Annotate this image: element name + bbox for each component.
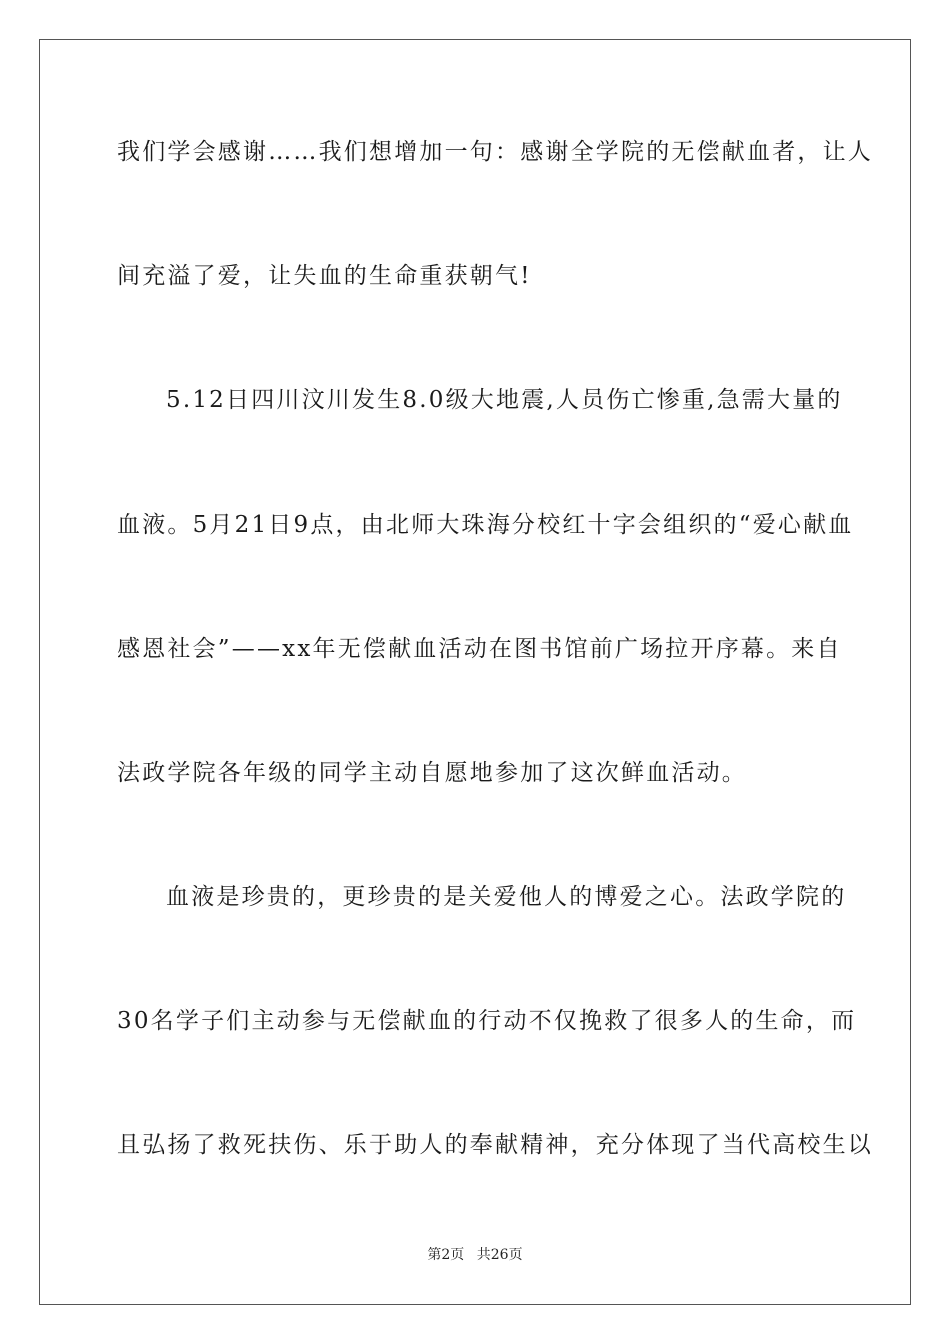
text-line: 30名学子们主动参与无偿献血的行动不仅挽救了很多人的生命，而 [117,1008,857,1034]
text-line: 血液。5月21日9点，由北师大珠海分校红十字会组织的“爱心献血 [117,512,854,538]
page-border [39,39,911,1305]
page-total: 共26页 [476,1247,523,1263]
page-footer [0,1245,950,1265]
text-line: 间充溢了爱，让失血的生命重获朝气! [117,263,532,289]
text-line: 我们学会感谢……我们想增加一句：感谢全学院的无偿献血者，让人 [117,139,873,165]
page-number: 第2页 [427,1247,465,1263]
text-line: 5.12日四川汶川发生8.0级大地震,人员伤亡惨重,急需大量的 [166,387,843,413]
text-line: 血液是珍贵的，更珍贵的是关爱他人的博爱之心。法政学院的 [166,884,847,910]
text-line: 感恩社会”——xx年无偿献血活动在图书馆前广场拉开序幕。来自 [117,636,842,662]
text-line: 且弘扬了救死扶伤、乐于助人的奉献精神，充分体现了当代高校生以 [117,1132,873,1158]
text-line: 法政学院各年级的同学主动自愿地参加了这次鲜血活动。 [117,760,747,786]
